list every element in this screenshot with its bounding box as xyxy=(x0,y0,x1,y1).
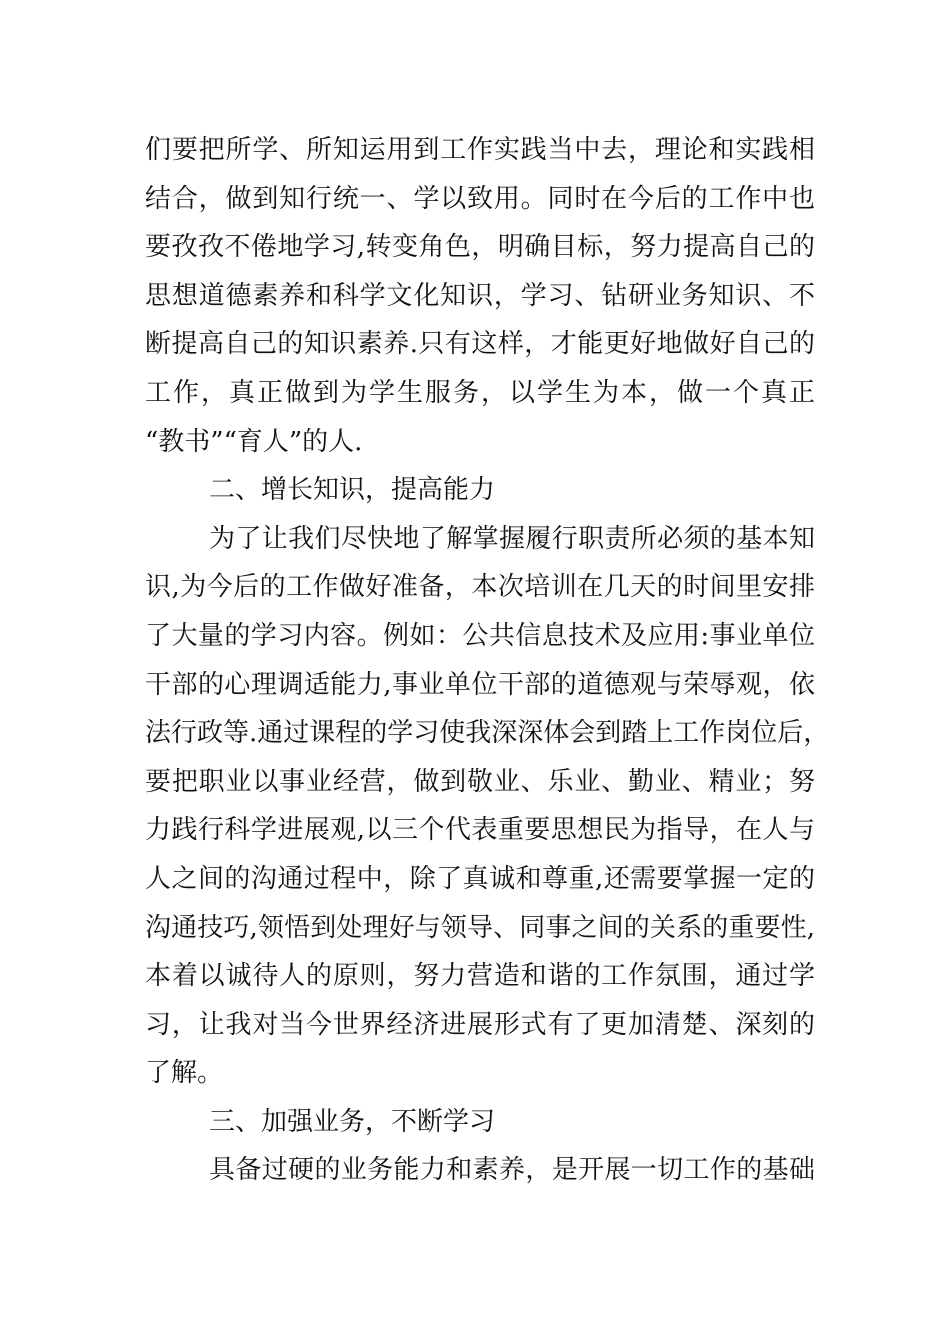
body-line: 本着以诚待人的原则，努力营造和谐的工作氛围，通过学 xyxy=(145,961,815,992)
body-line: “教书”“育人”的人. xyxy=(145,426,363,457)
section-heading: 二、增长知识，提高能力 xyxy=(209,475,496,506)
body-line: 了解。 xyxy=(145,1058,224,1089)
paragraph-first-line: 具备过硬的业务能力和素养，是开展一切工作的基础 xyxy=(209,1155,815,1186)
body-line: 断提高自己的知识素养.只有这样，才能更好地做好自己的 xyxy=(145,329,815,360)
body-line: 要孜孜不倦地学习,转变角色，明确目标，努力提高自己的 xyxy=(145,232,815,263)
body-line: 干部的心理调适能力,事业单位干部的道德观与荣辱观，依 xyxy=(145,669,815,700)
body-line: 思想道德素养和科学文化知识，学习、钻研业务知识、不 xyxy=(145,280,815,311)
body-line: 力践行科学进展观,以三个代表重要思想民为指导，在人与 xyxy=(145,815,815,846)
body-line: 要把职业以事业经营，做到敬业、乐业、勤业、精业；努 xyxy=(145,766,815,797)
document-body xyxy=(145,126,830,1195)
body-line: 习，让我对当今世界经济进展形式有了更加清楚、深刻的 xyxy=(145,1009,815,1040)
paragraph-first-line: 为了让我们尽快地了解掌握履行职责所必须的基本知 xyxy=(209,523,815,554)
body-line: 人之间的沟通过程中，除了真诚和尊重,还需要掌握一定的 xyxy=(145,863,815,894)
body-line: 们要把所学、所知运用到工作实践当中去，理论和实践相 xyxy=(145,135,815,165)
body-line: 工作，真正做到为学生服务，以学生为本，做一个真正 xyxy=(145,377,815,408)
section-heading: 三、加强业务，不断学习 xyxy=(209,1106,496,1137)
body-line: 结合，做到知行统一、学以致用。同时在今后的工作中也 xyxy=(145,183,815,214)
body-line: 识,为今后的工作做好准备，本次培训在几天的时间里安排 xyxy=(145,572,815,603)
body-line: 了大量的学习内容。例如：公共信息技术及应用:事业单位 xyxy=(145,620,815,651)
body-line: 法行政等.通过课程的学习使我深深体会到踏上工作岗位后， xyxy=(145,718,830,749)
body-line: 沟通技巧,领悟到处理好与领导、同事之间的关系的重要性, xyxy=(145,912,815,943)
